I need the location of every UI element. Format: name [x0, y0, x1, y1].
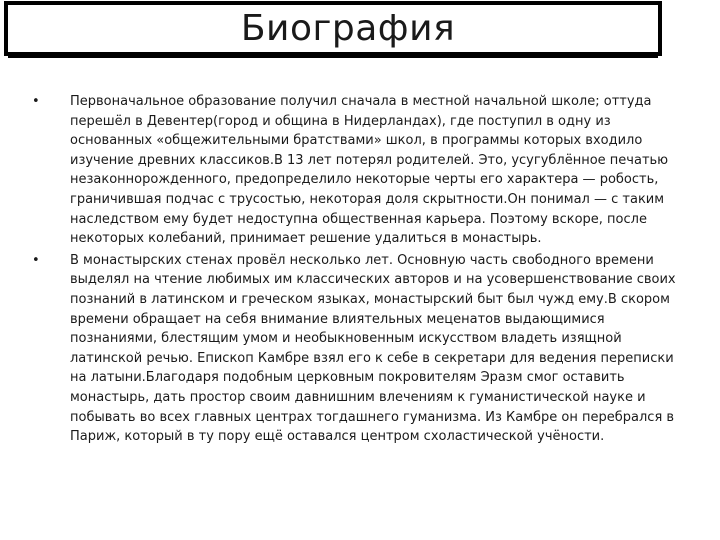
- slide-content: [24, 92, 694, 449]
- bullet-text: Первоначальное образование получил сначала в местной начальной школе; оттуда перешёл в Девентер(город и община в Нидерландах), где поступил в одну из основанных «общежительными братствами» школ, в программы которых входило изучение древних классиков.В 13 лет потерял родителей. Это, усугублённое печатью незаконнорожденного, предопределило некоторые черты его характера — робость, граничившая подчас с трусостью, некоторая доля скрытности.Он понимал — с таким наследством ему будет недоступна общественная карьера. Поэтому вскоре, после некоторых колебаний, принимает решение удалиться в монастырь.: [70, 94, 669, 247]
- bullet-list: [24, 92, 694, 447]
- bullet-dot-icon: •: [32, 94, 40, 109]
- title-frame: [4, 1, 662, 56]
- bullet-item: [24, 92, 694, 249]
- slide-title: Биография: [240, 8, 456, 49]
- bullet-item: [24, 251, 694, 447]
- bullet-dot-icon: •: [32, 252, 40, 268]
- bullet-text: В монастырских стенах провёл несколько лет. Основную часть свободного времени выделял на чтение любимых им классических авторов и на усовершенствование своих познаний в латинском и греческом языках, монастырский быт был чужд ему.В скором времени обращает на себя внимание влиятельных меценатов выдающимися познаниями, блестящим умом и необыкновенным искусством владеть изящной латинской речью. Епископ Камбре взял его к себе в секретари для ведения переписки на латыни.Благодаря подобным церковным покровителям Эразм смог оставить монастырь, дать простор своим давнишним влечениям к гуманистической науке и побывать во всех главных центрах тогдашнего гуманизма. Из Камбре он перебрался в Париж, который в ту пору ещё оставался центром схоластической учёности.: [70, 252, 676, 445]
